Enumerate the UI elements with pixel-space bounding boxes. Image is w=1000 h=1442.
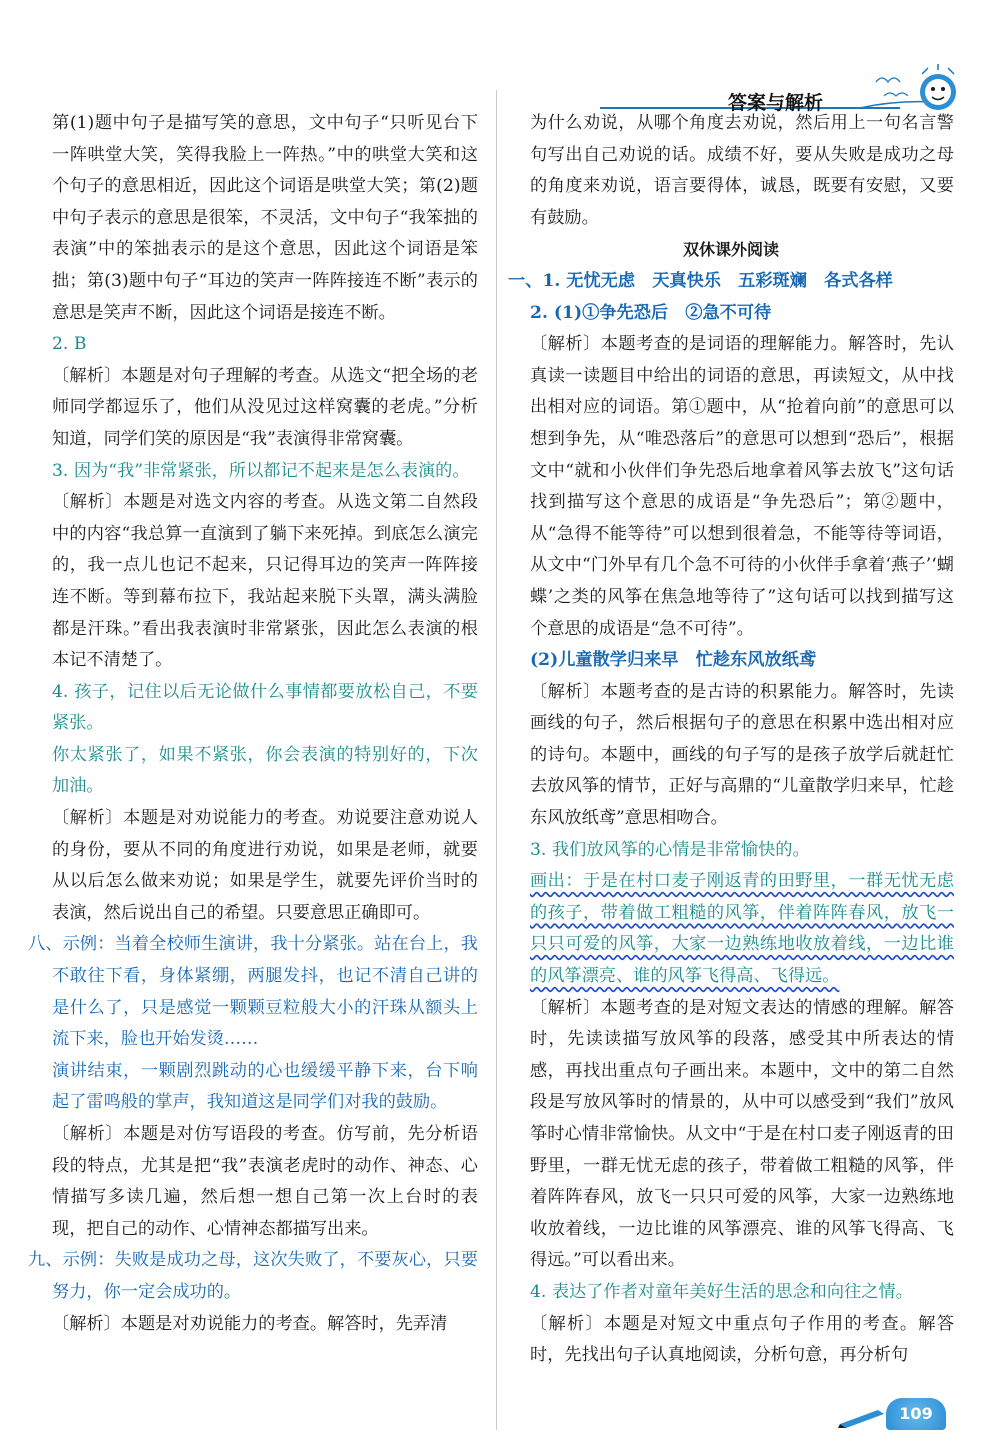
section-heading: 双休课外阅读 <box>682 240 779 260</box>
analysis-paragraph: 〔解析〕本题考查的是古诗的积累能力。解答时，先读画线的句子，然后根据句子的意思在积累中选出相对应的诗句。本题中，画线的句子写的是孩子放学后就赶忙去放风筝的情节，正好与高鼎的“儿童散学归来早，忙趁东风放纸鸢”意思相吻合。 <box>530 681 954 829</box>
answer-line: 3. 因为“我”非常紧张，所以都记不起来是怎么表演的。 <box>52 460 470 481</box>
answer-line: 一、1. 无忧无虑 天真快乐 五彩斑斓 各式各样 <box>508 270 893 291</box>
analysis-paragraph: 〔解析〕本题是对劝说能力的考查。劝说要注意劝说人的身份，要从不同的角度进行劝说，如果是老师，就要从以后怎么做来劝说；如果是学生，就要先评价当时的表演，然后说出自己的希望。只要意思正确即可。 <box>52 808 478 923</box>
answer-line: 4. 孩子，记住以后无论做什么事情都要放松自己，不要紧张。 <box>52 681 478 734</box>
answer-line: 你太紧张了，如果不紧张，你会表演的特别好的，下次加油。 <box>52 744 478 797</box>
page-number: 109 <box>886 1398 946 1430</box>
answer-line: 2. (1)①争先恐后 ②急不可待 <box>530 302 772 323</box>
column-divider <box>496 90 497 1430</box>
answer-section-8: 八、示例：当着全校师生演讲，我十分紧张。站在台上，我不敢往下看，身体紧绷，两腿发抖，也记不清自己讲的是什么了，只是感觉一颗颗豆粒般大小的汗珠从额头上流下来，脸也开始发烫…… <box>28 934 478 1050</box>
right-column <box>508 108 954 1372</box>
analysis-paragraph: 〔解析〕本题是对劝说能力的考查。解答时，先弄清 <box>52 1313 448 1334</box>
paragraph: 第(1)题中句子是描写笑的意思，文中句子“只听见台下一阵哄堂大笑，笑得我脸上一阵热。”中的哄堂大笑和这个句子的意思相近，因此这个词语是哄堂大笑；第(2)题中句子表示的意思是很笨，不灵活，文中句子“我笨拙的表演”中的笨拙表示的是这个意思，因此这个词语是笨拙；第(3)题中句子“耳边的笑声一阵阵接连不断”表示的意思是笑声不断，因此这个词语是接连不断。 <box>52 113 478 323</box>
answer-line: 2. B <box>52 334 87 355</box>
answer-line: (2)儿童散学归来早 忙趁东风放纸鸢 <box>530 650 817 671</box>
answer-line: 3. 我们放风筝的心情是非常愉快的。 <box>530 839 810 860</box>
analysis-paragraph: 〔解析〕本题考查的是词语的理解能力。解答时，先认真读一读题目中给出的词语的意思，再读短文，从中找出相对应的词语。第①题中，从“抢着向前”的意思可以想到争先，从“唯恐落后”的意思可以想到“恐后”，根据文中“就和小伙伴们争先恐后地拿着风筝去放飞”这句话找到描写这个意思的成语是“争先恐后”；第②题中，从“急得不能等待”可以想到很着急，不能等待等词语，从文中“门外早有几个急不可待的小伙伴手拿着‘燕子’‘蝴蝶’之类的风筝在焦急地等待了”这句话可以找到描写这个意思的成语是“急不可待”。 <box>530 334 954 639</box>
underlined-answer: 画出：于是在村口麦子刚返青的田野里，一群无忧无虑的孩子，带着做工粗糙的风筝，伴着阵阵春风，放飞一只只可爱的风筝，大家一边熟练地收放着线，一边比谁的风筝漂亮、谁的风筝飞得高、飞得远。 <box>530 871 954 987</box>
analysis-paragraph: 〔解析〕本题是对短文中重点句子作用的考查。解答时，先找出句子认真地阅读，分析句意，再分析句 <box>530 1313 954 1366</box>
answer-line: 4. 表达了作者对童年美好生活的思念和向往之情。 <box>530 1281 913 1302</box>
analysis-paragraph: 〔解析〕本题考查的是对短文表达的情感的理解。解答时，先读读描写放风筝的段落，感受其中所表达的情感，再找出重点句子画出来。本题中，文中的第二自然段是写放风筝时的情景的，从中可以感受到“我们”放风筝时心情非常愉快。从文中“于是在村口麦子刚返青的田野里，一群无忧无虑的孩子，带着做工粗糙的风筝，伴着阵阵春风，放飞一只只可爱的风筝，大家一边熟练地收放着线，一边比谁的风筝漂亮、谁的风筝飞得高、飞得远。”可以看出来。 <box>530 997 954 1271</box>
analysis-paragraph: 〔解析〕本题是对选文内容的考查。从选文第二自然段中的内容“我总算一直演到了躺下来死掉。到底怎么演完的，我一点儿也记不起来，只记得耳边的笑声一阵阵接连不断。等到幕布拉下，我站起来脱下头罩，满头满脸都是汗珠。”看出我表演时非常紧张，因此怎么表演的根本记不清楚了。 <box>52 492 478 671</box>
pencil-icon <box>838 1404 888 1428</box>
left-column <box>30 108 478 1340</box>
analysis-paragraph: 〔解析〕本题是对仿写语段的考查。仿写前，先分析语段的特点，尤其是把“我”表演老虎时的动作、神态、心情描写多读几遍，然后想一想自己第一次上台时的表现，把自己的动作、心情神态都描写出来。 <box>52 1124 478 1239</box>
analysis-paragraph: 〔解析〕本题是对句子理解的考查。从选文“把全场的老师同学都逗乐了，他们从没见过这样窝囊的老虎。”分析知道，同学们笑的原因是“我”表演得非常窝囊。 <box>52 365 478 449</box>
header-title: 答案与解析 <box>728 92 824 114</box>
answer-line: 演讲结束，一颗剧烈跳动的心也缓缓平静下来，台下响起了雷鸣般的掌声，我知道这是同学们对我的鼓励。 <box>52 1060 478 1113</box>
answer-section-9: 九、示例：失败是成功之母，这次失败了，不要灰心，只要努力，你一定会成功的。 <box>28 1250 478 1302</box>
paragraph: 为什么劝说，从哪个角度去劝说，然后用上一句名言警句写出自己劝说的话。成绩不好，要从失败是成功之母的角度来劝说，语言要得体，诚恳，既要有安慰，又要有鼓励。 <box>530 113 954 228</box>
